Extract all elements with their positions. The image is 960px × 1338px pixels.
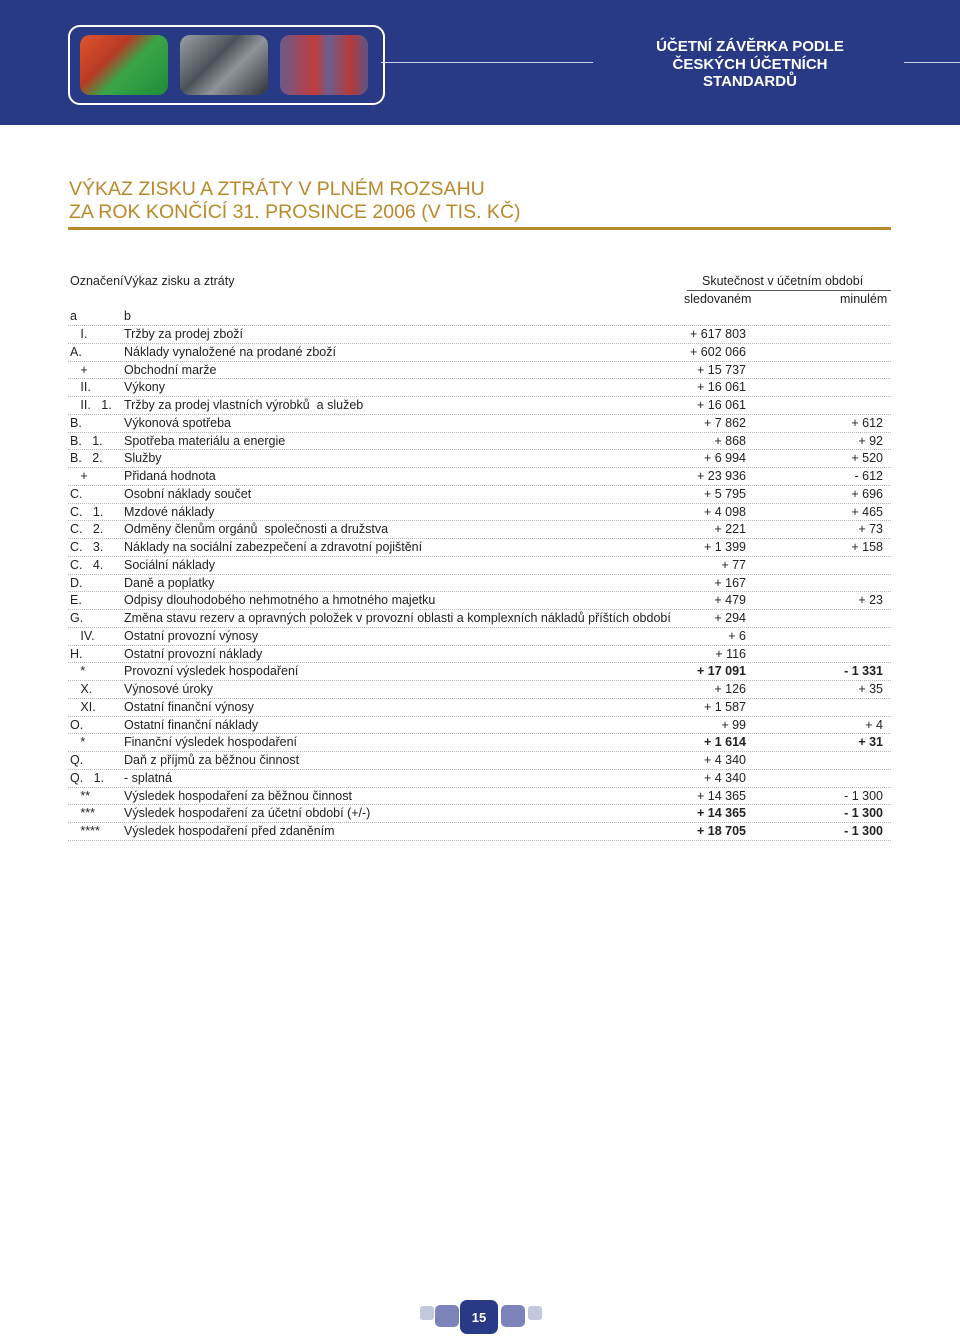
row-label: Přidaná hodnota [124,469,216,483]
row-current-value: + 23 936 [696,469,746,483]
subheader-label: b [124,309,131,323]
row-previous-value: + 23 [858,593,883,608]
row-code: XI. [70,699,96,714]
row-label: Výkony [124,380,165,395]
row-previous-value: + 31 [858,735,883,750]
row-label: Ostatní finanční náklady [124,717,259,732]
row-current-value: + 15 737 [696,362,746,377]
industrial-photo-2 [180,35,268,95]
row-label: Změna stavu rezerv a opravných položek v provozní oblasti a komplexních nákladů příštích období [124,611,671,625]
table-row [68,450,891,468]
page-marker [528,1306,542,1320]
table-row [68,610,891,628]
row-current-value: + 99 [721,717,746,732]
row-label: Výsledek hospodaření za účetní období (+/-) [124,806,371,821]
table-row [68,397,891,415]
table-row [68,521,891,539]
subheader-code: a [70,309,77,323]
page-number: 15 [460,1300,498,1334]
row-current-value: + 4 340 [703,753,746,767]
column-header-label: Výkaz zisku a ztráty [124,274,235,288]
row-current-value: + 4 098 [703,504,746,519]
row-previous-value: + 696 [851,486,883,501]
table-row [68,468,891,486]
column-header-group: Skutečnost v účetním období [702,274,864,288]
table-row [68,663,891,681]
row-current-value: + 6 994 [703,451,746,466]
section-title-line-3: STANDARDŮ [703,73,797,90]
row-code: *** [70,806,96,821]
table-row [68,379,891,397]
row-label: Ostatní provozní náklady [124,646,263,661]
row-previous-value: + 35 [858,682,883,696]
page-marker [435,1305,459,1327]
row-code: G. [70,611,84,625]
row-current-value: + 167 [714,575,746,590]
table-row [68,770,891,788]
row-code: II. [70,380,91,395]
table-row [68,539,891,557]
row-label: Výsledek hospodaření před zdaněním [124,824,335,838]
row-code: Q. [70,753,84,767]
row-code: + [70,362,88,377]
row-code: E. [70,593,82,608]
row-previous-value: + 612 [851,415,883,430]
row-current-value: + 77 [721,557,746,572]
row-current-value: + 602 066 [690,344,746,359]
section-title-line-2: ČESKÝCH ÚČETNÍCH [672,55,828,73]
row-label: Obchodní marže [124,362,217,377]
section-title-line-1: ÚČETNÍ ZÁVĚRKA PODLE [656,38,844,55]
photo-strip [68,25,385,105]
row-previous-value: + 520 [851,451,883,466]
row-code: Q. 1. [70,770,105,785]
table-row [68,592,891,610]
row-label: Náklady na sociální zabezpečení a zdravotní pojištění [124,540,423,554]
row-label: Náklady vynaložené na prodané zboží [124,344,336,359]
row-code: IV. [70,628,95,643]
row-code: C. 2. [70,522,104,537]
row-code: B. 1. [70,433,103,448]
row-current-value: + 14 365 [696,788,746,803]
row-current-value: + 116 [715,646,746,661]
page-header [0,0,960,125]
column-header-code: Označení [70,274,124,288]
table-row [68,575,891,593]
row-previous-value: + 73 [858,522,883,537]
row-label: Ostatní provozní výnosy [124,628,259,643]
row-label: Daně a poplatky [124,575,215,590]
row-previous-value: + 92 [858,433,883,448]
title-underline [68,227,891,230]
row-label: Odměny členům orgánů společnosti a družstva [124,522,389,537]
row-label: Osobní náklady součet [124,486,252,501]
row-label: Sociální náklady [124,557,216,572]
table-row [68,788,891,806]
industrial-photo-3 [280,35,368,95]
row-label: Spotřeba materiálu a energie [124,433,286,448]
table-row [68,734,891,752]
row-current-value: + 1 399 [703,540,746,554]
table-row [68,681,891,699]
row-code: A. [70,344,82,359]
page-marker [501,1305,525,1327]
table-row [68,362,891,380]
table-row [68,699,891,717]
row-current-value: + 16 061 [696,380,746,395]
table-row [68,805,891,823]
page-title [69,178,521,224]
row-previous-value: - 612 [854,469,883,483]
industrial-photo-1 [80,35,168,95]
row-current-value: + 126 [714,682,746,696]
row-code: * [70,735,86,750]
row-current-value: + 14 365 [696,806,746,821]
row-code: C. 1. [70,504,104,519]
row-previous-value: + 465 [851,504,883,519]
row-current-value: + 1 614 [703,735,746,750]
row-current-value: + 6 [728,628,746,643]
column-header-current: sledovaném [684,292,752,306]
row-label: Odpisy dlouhodobého nehmotného a hmotného majetku [124,593,436,608]
table-row [68,415,891,433]
table-row [68,646,891,664]
row-code: C. 3. [70,540,104,554]
row-current-value: + 294 [714,611,746,625]
row-label: Výnosové úroky [124,682,213,696]
row-code: **** [70,824,100,838]
row-label: Služby [124,451,162,466]
page-marker [420,1306,434,1320]
row-label: Mzdové náklady [124,504,215,519]
table-row [68,504,891,522]
row-current-value: + 479 [714,593,746,608]
row-label: Provozní výsledek hospodaření [124,664,299,679]
row-code: X. [70,682,93,696]
table-row [68,433,891,451]
row-code: ** [70,788,91,803]
row-current-value: + 868 [714,433,746,448]
row-previous-value: - 1 300 [844,806,883,821]
table-row [68,628,891,646]
row-code: B. 2. [70,451,103,466]
table-row [68,486,891,504]
row-label: Ostatní finanční výnosy [124,699,254,714]
row-current-value: + 17 091 [696,664,746,679]
row-current-value: + 5 795 [703,486,746,501]
row-label: Tržby za prodej zboží [124,327,244,341]
row-previous-value: + 158 [851,540,883,554]
table-row [68,717,891,735]
row-label: Tržby za prodej vlastních výrobků a služeb [124,398,364,412]
row-code: C. 4. [70,557,104,572]
row-code: + [70,469,88,483]
row-code: B. [70,415,82,430]
row-current-value: + 16 061 [696,398,746,412]
row-label: Výkonová spotřeba [124,415,232,430]
row-current-value: + 18 705 [696,824,746,838]
row-code: * [70,664,86,679]
row-current-value: + 7 862 [703,415,746,430]
row-code: O. [70,717,84,732]
row-previous-value: - 1 300 [844,824,883,838]
header-divider-right [904,62,960,63]
row-label: - splatná [124,770,172,785]
column-header-previous: minulém [840,292,888,306]
row-label: Daň z příjmů za běžnou činnost [124,753,300,767]
row-code: I. [70,327,88,341]
row-code: D. [70,575,83,590]
header-divider-left [381,62,593,63]
row-label: Finanční výsledek hospodaření [124,735,298,750]
row-code: H. [70,646,83,661]
table-row [68,326,891,344]
table-row [68,752,891,770]
row-previous-value: + 4 [865,717,883,732]
row-code: II. 1. [70,398,112,412]
table-row [68,557,891,575]
row-current-value: + 221 [714,522,746,537]
table-row [68,823,891,841]
row-current-value: + 4 340 [703,770,746,785]
page-title-line-1: VÝKAZ ZISKU A ZTRÁTY V PLNÉM ROZSAHU [69,178,485,200]
row-label: Výsledek hospodaření za běžnou činnost [124,788,352,803]
table-row [68,344,891,362]
row-current-value: + 1 587 [703,699,746,714]
section-title [630,38,870,91]
row-code: C. [70,486,83,501]
column-group-rule [687,290,891,291]
row-previous-value: - 1 331 [844,664,883,679]
page-title-line-2: ZA ROK KONČÍCÍ 31. PROSINCE 2006 (V TIS. KČ) [69,201,521,223]
row-current-value: + 617 803 [690,327,746,341]
row-previous-value: - 1 300 [844,788,883,803]
